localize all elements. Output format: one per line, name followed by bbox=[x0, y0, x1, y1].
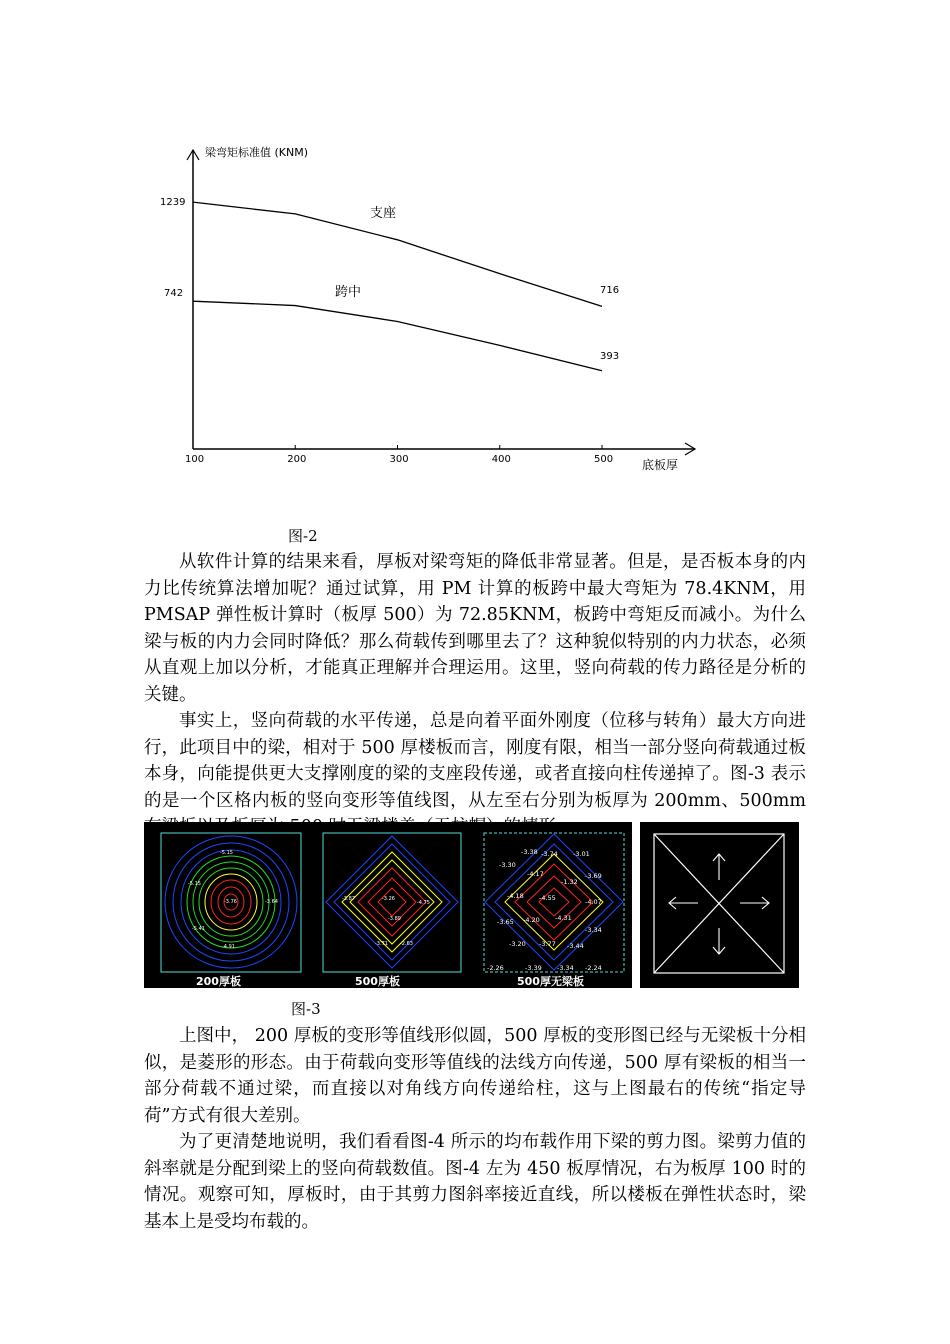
figure-3-contour-panel bbox=[144, 822, 632, 988]
x-tick-label: 500 bbox=[594, 454, 614, 465]
plate3-value: -4.17 bbox=[527, 870, 544, 878]
plate2-value: -3.26 bbox=[382, 896, 395, 902]
plate1-value: -5.15 bbox=[188, 881, 201, 887]
plate3-value: -3.74 bbox=[541, 850, 558, 858]
x-axis-label: 底板厚 bbox=[642, 458, 679, 472]
x-tick-label: 200 bbox=[287, 454, 307, 465]
plate3-value: -4.31 bbox=[555, 914, 572, 922]
paragraph-4: 为了更清楚地说明，我们看看图-4 所示的均布载作用下梁的剪力图。梁剪力值的斜率就是分配到梁上的竖向荷载数值。图-4 左为 450 板厚情况，右为板厚 100 时的情况。观察可知，厚板时，由于其剪力图斜率接近直线，所以楼板在弹性状态时，梁基本上是受均布载的。 bbox=[144, 1132, 806, 1232]
paragraph-3: 上图中， 200 厚板的变形等值线形似圆，500 厚板的变形图已经与无梁板十分相似，是菱形的形态。由于荷载向变形等值线的法线方向传递，500 厚有梁板的相当一部分荷载不通过梁，而直接以对角线方向传递给柱，这与上图最右的传统“指定导荷”方式有很大差别。 bbox=[144, 1026, 806, 1126]
series-label-support: 支座 bbox=[370, 206, 397, 221]
plate3-value: -2.24 bbox=[585, 964, 602, 972]
text-block-1 bbox=[144, 549, 806, 841]
plate3-value: -3.69 bbox=[585, 872, 602, 880]
plate1-value: -3.76 bbox=[224, 899, 237, 905]
x-tick-label: 400 bbox=[491, 454, 511, 465]
plate1-value: -4.91 bbox=[222, 944, 235, 950]
plate3-value: -3.34 bbox=[585, 926, 602, 934]
paragraph-2: 事实上，竖向荷载的水平传递，总是向着平面外刚度（位移与转角）最大方向进行，此项目中的梁，相对于 500 厚楼板而言，刚度有限，相当一部分竖向荷载通过板本身，向能提供更大支撑刚度的梁的支座段传递，或者直接向柱传递掉了。图-3 表示的是一个区格内板的竖向变形等值线图，从左至右分别为板厚为 200mm、500mm bbox=[144, 711, 806, 811]
series-line-midspan bbox=[193, 301, 602, 371]
text-block-2 bbox=[144, 1023, 806, 1235]
x-tick-label: 300 bbox=[389, 454, 409, 465]
plate3-value: -3.44 bbox=[567, 942, 584, 950]
plate2-value: -2.63 bbox=[400, 941, 413, 947]
plate-500-flat-contour bbox=[481, 830, 627, 975]
x-tick-label: 100 bbox=[185, 454, 205, 465]
plate3-value: -3.38 bbox=[521, 848, 538, 856]
plate-200-contour bbox=[158, 830, 308, 975]
y-tick-742: 742 bbox=[164, 288, 184, 299]
plate-label-500: 500厚板 bbox=[355, 975, 400, 988]
plate3-value: -4.55 bbox=[539, 894, 556, 902]
y-tick-1239: 1239 bbox=[160, 197, 186, 208]
figure-2-caption: 图-2 bbox=[288, 527, 318, 545]
plate3-value: -3.01 bbox=[573, 850, 590, 858]
plate2-value: -3.87 bbox=[342, 896, 355, 902]
figure-3-load-distribution-diagram bbox=[640, 822, 799, 988]
plate3-value: -3.34 bbox=[557, 964, 574, 972]
plate1-value: -5.41 bbox=[192, 926, 205, 932]
plate2-value: -4.75 bbox=[417, 900, 430, 906]
plate-500-contour bbox=[320, 830, 465, 975]
plate2-value: -3.71 bbox=[375, 941, 388, 947]
plate-label-500-flat: 500厚无梁板 bbox=[517, 975, 584, 988]
plate1-value: -5.15 bbox=[220, 850, 233, 856]
figure-3-caption: 图-3 bbox=[291, 1000, 321, 1018]
plate3-value: -1.32 bbox=[561, 878, 578, 886]
plate3-value: -4.07 bbox=[585, 898, 602, 906]
plate3-value: -3.77 bbox=[539, 940, 556, 948]
plate2-value: -3.89 bbox=[388, 916, 401, 922]
plate3-value: -3.39 bbox=[525, 964, 542, 972]
end-value-support: 716 bbox=[600, 285, 620, 296]
series-line-support bbox=[193, 202, 602, 306]
plate3-value: -3.65 bbox=[497, 918, 514, 926]
plate3-value: -4.18 bbox=[507, 892, 524, 900]
end-value-midspan: 393 bbox=[600, 351, 620, 362]
paragraph-1: 从软件计算的结果来看，厚板对梁弯矩的降低非常显著。但是，是否板本身的内力比传统算法增加呢？通过试算，用 PM 计算的板跨中最大弯矩为 78.4KNM，用 PMSAP 弹性板计算时（板厚 500）为 72.85KNM，板跨中弯矩反而减小。为什么梁与板的内力会同时降低？那么荷载传到哪里去了？这种貌似特别的内力状态，必须从直观上加以分析，才能真正理解并合理运用。这里，竖向荷载的传力路径是分析的关键。 bbox=[144, 552, 806, 705]
plate3-value: -3.20 bbox=[509, 940, 526, 948]
plate3-value: -3.30 bbox=[499, 861, 516, 869]
series-label-midspan: 跨中 bbox=[335, 285, 362, 300]
figure-2-chart bbox=[150, 140, 710, 485]
plate3-value: -2.26 bbox=[487, 964, 504, 972]
y-axis-label: 梁弯矩标准值 (KNM) bbox=[205, 146, 309, 159]
plate-label-200: 200厚板 bbox=[196, 975, 241, 988]
plate1-value: -3.64 bbox=[265, 899, 278, 905]
tributary-area-diagram bbox=[640, 822, 799, 988]
x-tick-labels bbox=[185, 445, 613, 465]
plate3-value: -4.20 bbox=[523, 916, 540, 924]
